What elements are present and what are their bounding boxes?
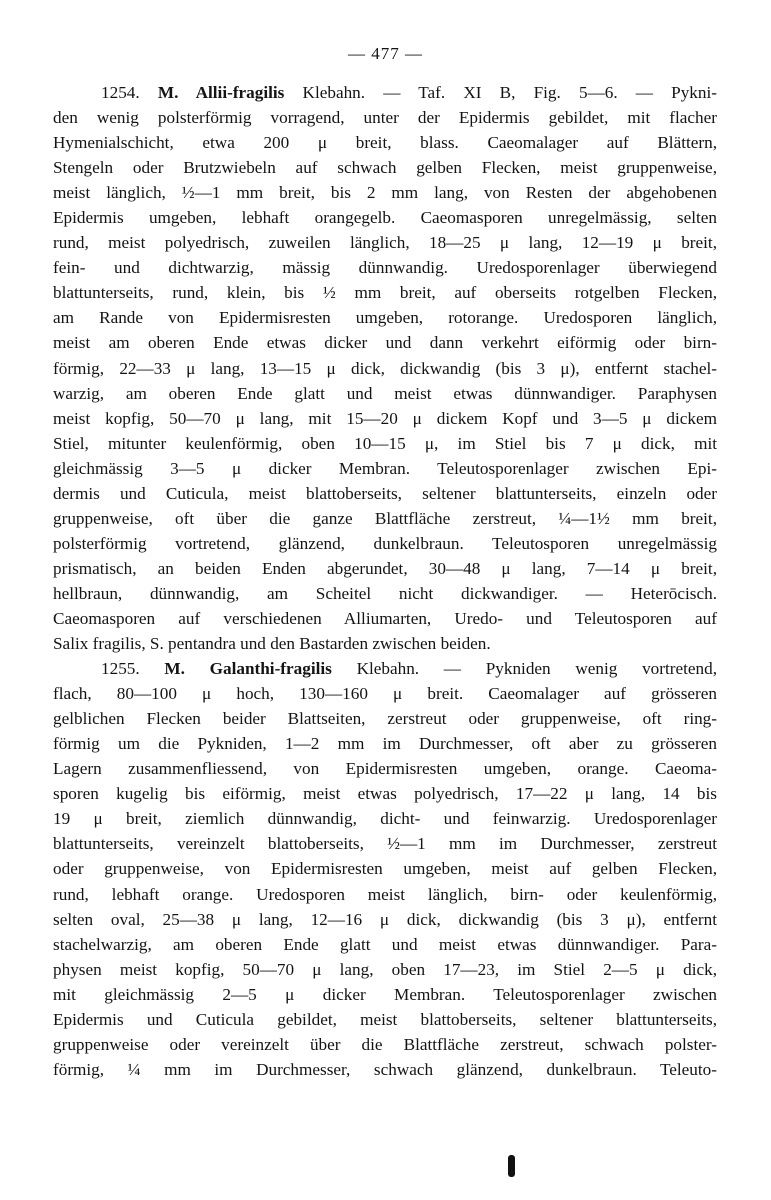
- text-line: Hymenialschicht, etwa 200 μ breit, blass. Caeomalager auf Blättern,: [53, 133, 717, 153]
- text-line: rund, meist polyedrisch, zuweilen länglich, 18—25 μ lang, 12—19 μ breit,: [53, 233, 717, 253]
- text-line: meist am oberen Ende etwas dicker und dann verkehrt eiförmig oder birn-: [53, 333, 717, 353]
- text-line: förmig um die Pykniden, 1—2 mm im Durchmesser, oft aber zu grösseren: [53, 734, 717, 754]
- text-line: 1254. M. Allii-fragilis Klebahn. — Taf. XI B, Fig. 5—6. — Pykni-: [101, 83, 717, 102]
- ink-blot-mark: [508, 1155, 515, 1177]
- species-name: M. Allii-fragilis: [157, 83, 285, 102]
- text-line: flach, 80—100 μ hoch, 130—160 μ breit. Caeomalager auf grösseren: [53, 684, 717, 704]
- text-line: Lagern zusammenfliessend, von Epidermisresten umgeben, orange. Caeoma-: [53, 759, 717, 779]
- text-line: sporen kugelig bis eiförmig, meist etwas polyedrisch, 17—22 μ lang, 14 bis: [53, 784, 717, 804]
- text-line: Epidermis umgeben, lebhaft orangegelb. Caeomasporen unregelmässig, selten: [53, 208, 717, 228]
- text-line: Stengeln oder Brutzwiebeln auf schwach gelben Flecken, meist gruppenweise,: [53, 158, 717, 178]
- text-line: dermis und Cuticula, meist blattoberseits, seltener blattunterseits, einzeln oder: [53, 483, 717, 503]
- text-line: Epidermis und Cuticula gebildet, meist blattoberseits, seltener blattunterseits,: [53, 1009, 717, 1029]
- text-line: hellbraun, dünnwandig, am Scheitel nicht dickwandiger. — Heterōcisch.: [53, 583, 717, 603]
- text-line: Stiel, mitunter keulenförmig, oben 10—15 μ, im Stiel bis 7 μ dick, mit: [53, 433, 717, 453]
- text-line: oder gruppenweise, von Epidermisresten umgeben, meist auf gelben Flecken,: [53, 859, 717, 879]
- text-line: mit gleichmässig 2—5 μ dicker Membran. Teleutosporenlager zwischen: [53, 984, 717, 1004]
- text-body: [53, 80, 717, 1082]
- text-line: prismatisch, an beiden Enden abgerundet, 30—48 μ lang, 7—14 μ breit,: [53, 558, 717, 578]
- text-line: 19 μ breit, ziemlich dünnwandig, dicht- und feinwarzig. Uredosporenlager: [53, 809, 717, 829]
- text-line: blattunterseits, vereinzelt blattoberseits, ½—1 mm im Durchmesser, zerstreut: [53, 834, 717, 854]
- species-name: M. Galanthi-fragilis: [164, 659, 332, 679]
- text-line: gleichmässig 3—5 μ dicker Membran. Teleutosporenlager zwischen Epi-: [53, 458, 717, 478]
- text-line: blattunterseits, rund, klein, bis ½ mm breit, auf oberseits rotgelben Flecken,: [53, 283, 717, 303]
- text-line: fein- und dichtwarzig, mässig dünnwandig. Uredosporenlager überwiegend: [53, 258, 717, 278]
- text-line: polsterförmig vortretend, glänzend, dunkelbraun. Teleutosporen unregelmässig: [53, 533, 717, 553]
- text-line: förmig, 22—33 μ lang, 13—15 μ dick, dickwandig (bis 3 μ), entfernt stachel-: [53, 358, 717, 378]
- text-line: den wenig polsterförmig vorragend, unter der Epidermis gebildet, mit flacher: [53, 108, 717, 128]
- text-line: physen meist kopfig, 50—70 μ lang, oben 17—23, im Stiel 2—5 μ dick,: [53, 959, 717, 979]
- text-line: Caeomasporen auf verschiedenen Alliumarten, Uredo- und Teleutosporen auf: [53, 608, 717, 628]
- text-line: meist länglich, ½—1 mm breit, bis 2 mm lang, von Resten der abgehobenen: [53, 183, 717, 203]
- text-line: gruppenweise, oft über die ganze Blattfläche zerstreut, ¼—1½ mm breit,: [53, 508, 717, 528]
- text-line: förmig, ¼ mm im Durchmesser, schwach glänzend, dunkelbraun. Teleuto-: [53, 1059, 717, 1079]
- text-line: Salix fragilis, S. pentandra und den Bastarden zwischen beiden.: [53, 634, 491, 654]
- text-line: stachelwarzig, am oberen Ende glatt und meist etwas dünnwandiger. Para-: [53, 934, 717, 954]
- text-line: selten oval, 25—38 μ lang, 12—16 μ dick, dickwandig (bis 3 μ), entfernt: [53, 909, 717, 929]
- text-line: warzig, am oberen Ende glatt und meist etwas dünnwandiger. Paraphysen: [53, 383, 717, 403]
- text-line: rund, lebhaft orange. Uredosporen meist länglich, birn- oder keulenförmig,: [53, 884, 717, 904]
- text-line: 1255. M. Galanthi-fragilis Klebahn. — Pykniden wenig vortretend,: [101, 659, 718, 679]
- text-line: am Rande von Epidermisresten umgeben, rotorange. Uredosporen länglich,: [53, 308, 717, 328]
- text-line: meist kopfig, 50—70 μ lang, mit 15—20 μ dickem Kopf und 3—5 μ dickem: [53, 408, 717, 428]
- page-number: — 477 —: [348, 44, 423, 63]
- text-line: gelblichen Flecken beider Blattseiten, zerstreut oder gruppenweise, oft ring-: [53, 709, 717, 729]
- text-line: gruppenweise oder vereinzelt über die Blattfläche zerstreut, schwach polster-: [53, 1034, 717, 1054]
